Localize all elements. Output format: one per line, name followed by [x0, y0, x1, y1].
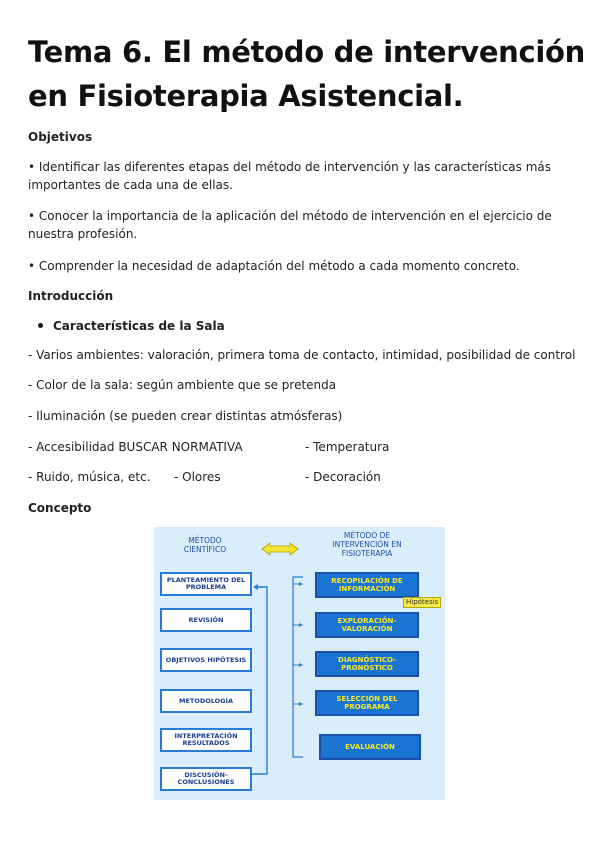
- right-box-diagnostico: DIAGNÓSTICO-PRONÓSTICO: [315, 651, 419, 677]
- right-box-exploracion: EXPLORACIÓN-VALORACIÓN: [315, 612, 419, 638]
- page-title: Tema 6. El método de intervención en Fisioterapia Asistencial.: [28, 35, 586, 113]
- objetivo-item-1: • Identificar las diferentes etapas del método de intervención y las características más importantes de cada una de ellas.: [28, 160, 552, 192]
- concepto-heading: Concepto: [28, 501, 92, 515]
- right-header: MÉTODO DE INTERVENCIÓN EN FISIOTERAPIA: [332, 531, 402, 558]
- sala-line-decoracion: - Decoración: [305, 470, 381, 484]
- objetivo-item-2: • Conocer la importancia de la aplicación del método de intervención en el ejercicio de nuestra profesión.: [28, 209, 552, 241]
- sala-line-accesibilidad: - Accesibilidad BUSCAR NORMATIVA: [28, 440, 243, 454]
- left-connector-arrow: [253, 584, 258, 590]
- method-comparison-diagram: [154, 527, 445, 800]
- right-box-evaluacion: EVALUACIÓN: [319, 734, 421, 760]
- sala-line-ambientes: - Varios ambientes: valoración, primera toma de contacto, intimidad, posibilidad de control: [28, 348, 576, 362]
- left-header: MÉTODO CIENTÍFICO: [183, 536, 227, 554]
- sala-line-olores: - Olores: [174, 470, 221, 484]
- objetivo-item-3: • Comprender la necesidad de adaptación del método a cada momento concreto.: [28, 259, 520, 273]
- hipotesis-annotation: Hipótesis: [403, 597, 441, 608]
- double-arrow-icon: [262, 543, 298, 555]
- sala-line-color: - Color de la sala: según ambiente que se pretenda: [28, 378, 337, 392]
- sala-line-iluminacion: - Iluminación (se pueden crear distintas atmósferas): [28, 409, 343, 423]
- left-box-discusion: DISCUSIÓN-CONCLUSIONES: [160, 767, 252, 791]
- left-box-interpretacion: INTERPRETACIÓN RESULTADOS: [160, 728, 252, 752]
- sala-line-ruido: - Ruido, música, etc.: [28, 470, 151, 484]
- left-box-metodologia: METODOLOGÍA: [160, 689, 252, 713]
- right-box-recopilacion: RECOPILACIÓN DE INFORMACIÓN: [315, 572, 419, 598]
- right-box-seleccion: SELECCIÓN DEL PROGRAMA: [315, 690, 419, 716]
- left-box-revision: REVISIÓN: [160, 608, 252, 632]
- sala-line-temperatura: - Temperatura: [305, 440, 390, 454]
- left-connector-line: [252, 587, 267, 774]
- left-box-objetivos: OBJETIVOS HIPÓTESIS: [160, 648, 252, 672]
- objetivos-heading: Objetivos: [28, 130, 93, 144]
- sala-subheading: [38, 317, 225, 335]
- sala-subheading-label: Características de la Sala: [53, 319, 225, 333]
- bullet-icon: [38, 323, 43, 328]
- introduccion-heading: Introducción: [28, 289, 114, 303]
- left-box-planteamiento: PLANTEAMIENTO DEL PROBLEMA: [160, 572, 252, 596]
- right-bracket-line: [293, 577, 303, 757]
